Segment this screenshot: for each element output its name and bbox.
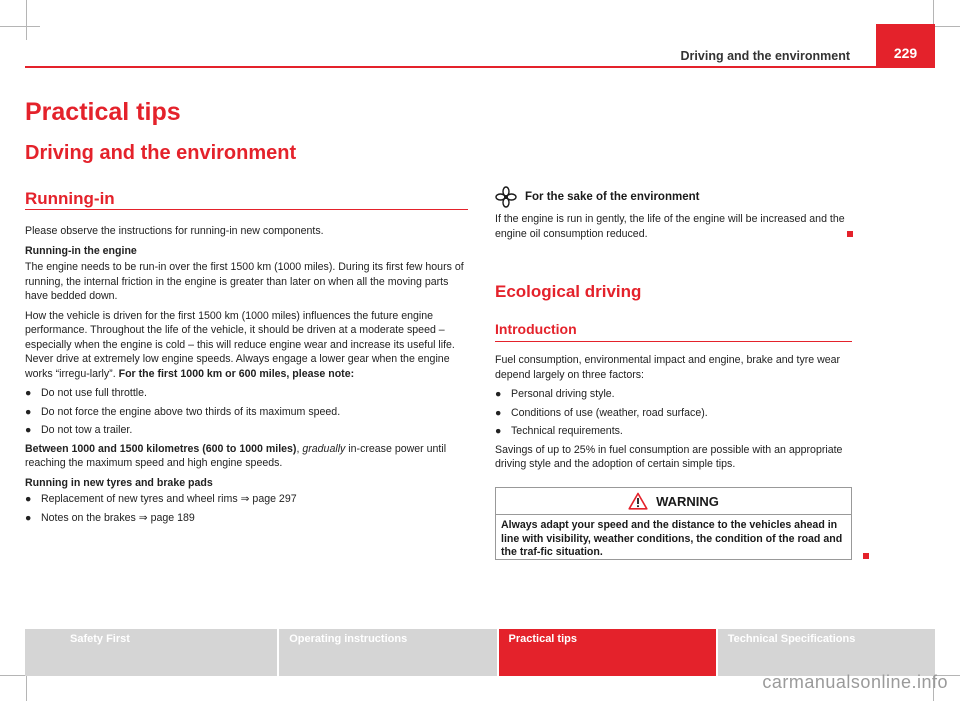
header-rule [25,66,935,68]
heading-ecological-driving: Ecological driving [495,282,642,301]
engine-heading: Running-in the engine [25,244,137,257]
list-item [25,405,465,420]
page-link[interactable]: Notes on the brakes ⇒ page 189 [41,511,195,524]
heading-rule [25,209,468,210]
list-item[interactable] [25,511,465,526]
paragraph-separator: , [296,442,303,455]
list-item [495,424,855,439]
bullet: ● [495,425,502,437]
flower-icon [495,186,517,208]
tyres-heading: Running in new tyres and brake pads [25,476,213,489]
paragraph-text: in-crease power until reaching the maximum speed and high engine speeds. [25,442,447,469]
crop-mark [26,0,27,40]
chapter-title: Practical tips [25,98,181,126]
list-item [25,386,465,401]
list-item [495,406,855,421]
heading-running-in: Running-in [25,189,115,208]
warning-text: Always adapt your speed and the distance to the vehicles ahead in line with visibility, weather conditions, the condition of the road and the traf-fic situation. [501,519,843,558]
paragraph: The engine needs to be run-in over the first 1500 km (1000 miles). During its first few hours of running, the internal friction in the engine is greater than later on when all the moving parts have bedded down. [25,261,464,302]
tab-practical-tips[interactable]: Practical tips [497,629,716,676]
paragraph-bold: Between 1000 and 1500 kilometres (600 to 1000 miles) [25,442,297,455]
environment-note-heading [495,186,699,208]
environment-note-text: If the engine is run in gently, the life of the engine will be increased and the engine oil consumption reduced. [495,213,845,240]
list-item-text: Do not tow a trailer. [41,424,133,436]
list-item-text: Do not force the engine above two thirds of its maximum speed. [41,405,341,418]
paragraph [25,309,465,382]
environment-note-title: For the sake of the environment [525,191,700,203]
paragraph-italic: gradually [302,442,346,455]
bullet: ● [25,387,32,399]
section-title: Driving and the environment [25,142,297,164]
end-mark [863,553,869,559]
tab-safety-first[interactable]: Safety First [25,629,277,676]
page-number: 229 [876,24,935,67]
left-column [25,224,465,529]
warning-header [496,488,851,514]
bullet: ● [25,493,32,505]
footer-tabs [25,629,935,676]
warning-icon [628,492,648,510]
bullet: ● [25,424,32,436]
crop-mark [0,26,40,27]
list-item-text: Do not use full throttle. [41,387,147,399]
warning-title: WARNING [656,493,719,509]
tab-technical-specifications[interactable]: Technical Specifications [716,629,935,676]
list-item[interactable] [25,492,465,507]
watermark: carmanualsonline.info [762,672,948,692]
list-item [25,423,465,438]
paragraph-bold: For the first 1000 km or 600 miles, please note: [118,367,355,380]
heading-rule [495,341,852,342]
list-item [495,387,855,402]
page-link[interactable]: Replacement of new tyres and wheel rims ⇒ page 297 [41,493,297,505]
tab-operating-instructions[interactable]: Operating instructions [277,629,496,676]
header-section-title: Driving and the environment [680,49,850,63]
end-mark [847,231,853,237]
intro-text: Please observe the instructions for running-in new components. [25,225,324,237]
paragraph [25,442,465,471]
list-item-text: Technical requirements. [511,425,623,437]
savings-text: Savings of up to 25% in fuel consumption are possible with an appropriate driving style and the adoption of certain simple tips. [495,443,843,470]
intro-text: Fuel consumption, environmental impact and engine, brake and tyre wear depend largely on three factors: [495,354,841,381]
warning-separator [495,514,852,515]
bullet: ● [495,406,502,419]
paragraph-text: How the vehicle is driven for the first 1500 km (1000 miles) influences the future engine performance. Throughout the life of the vehicle, it should be driven at a moderate speed – especially when the engine is cold – this will reduce engine wear and increase its useful life. Never drive at extremely low engine speeds. Always engage a lower gear when the engine works “irregu-larly”. [25,309,455,380]
bullet: ● [25,511,32,524]
bullet: ● [495,388,502,400]
bullet: ● [25,405,32,418]
list-item-text: Conditions of use (weather, road surface). [511,406,708,419]
right-column [495,353,855,477]
list-item-text: Personal driving style. [511,388,615,400]
heading-introduction: Introduction [495,321,577,337]
